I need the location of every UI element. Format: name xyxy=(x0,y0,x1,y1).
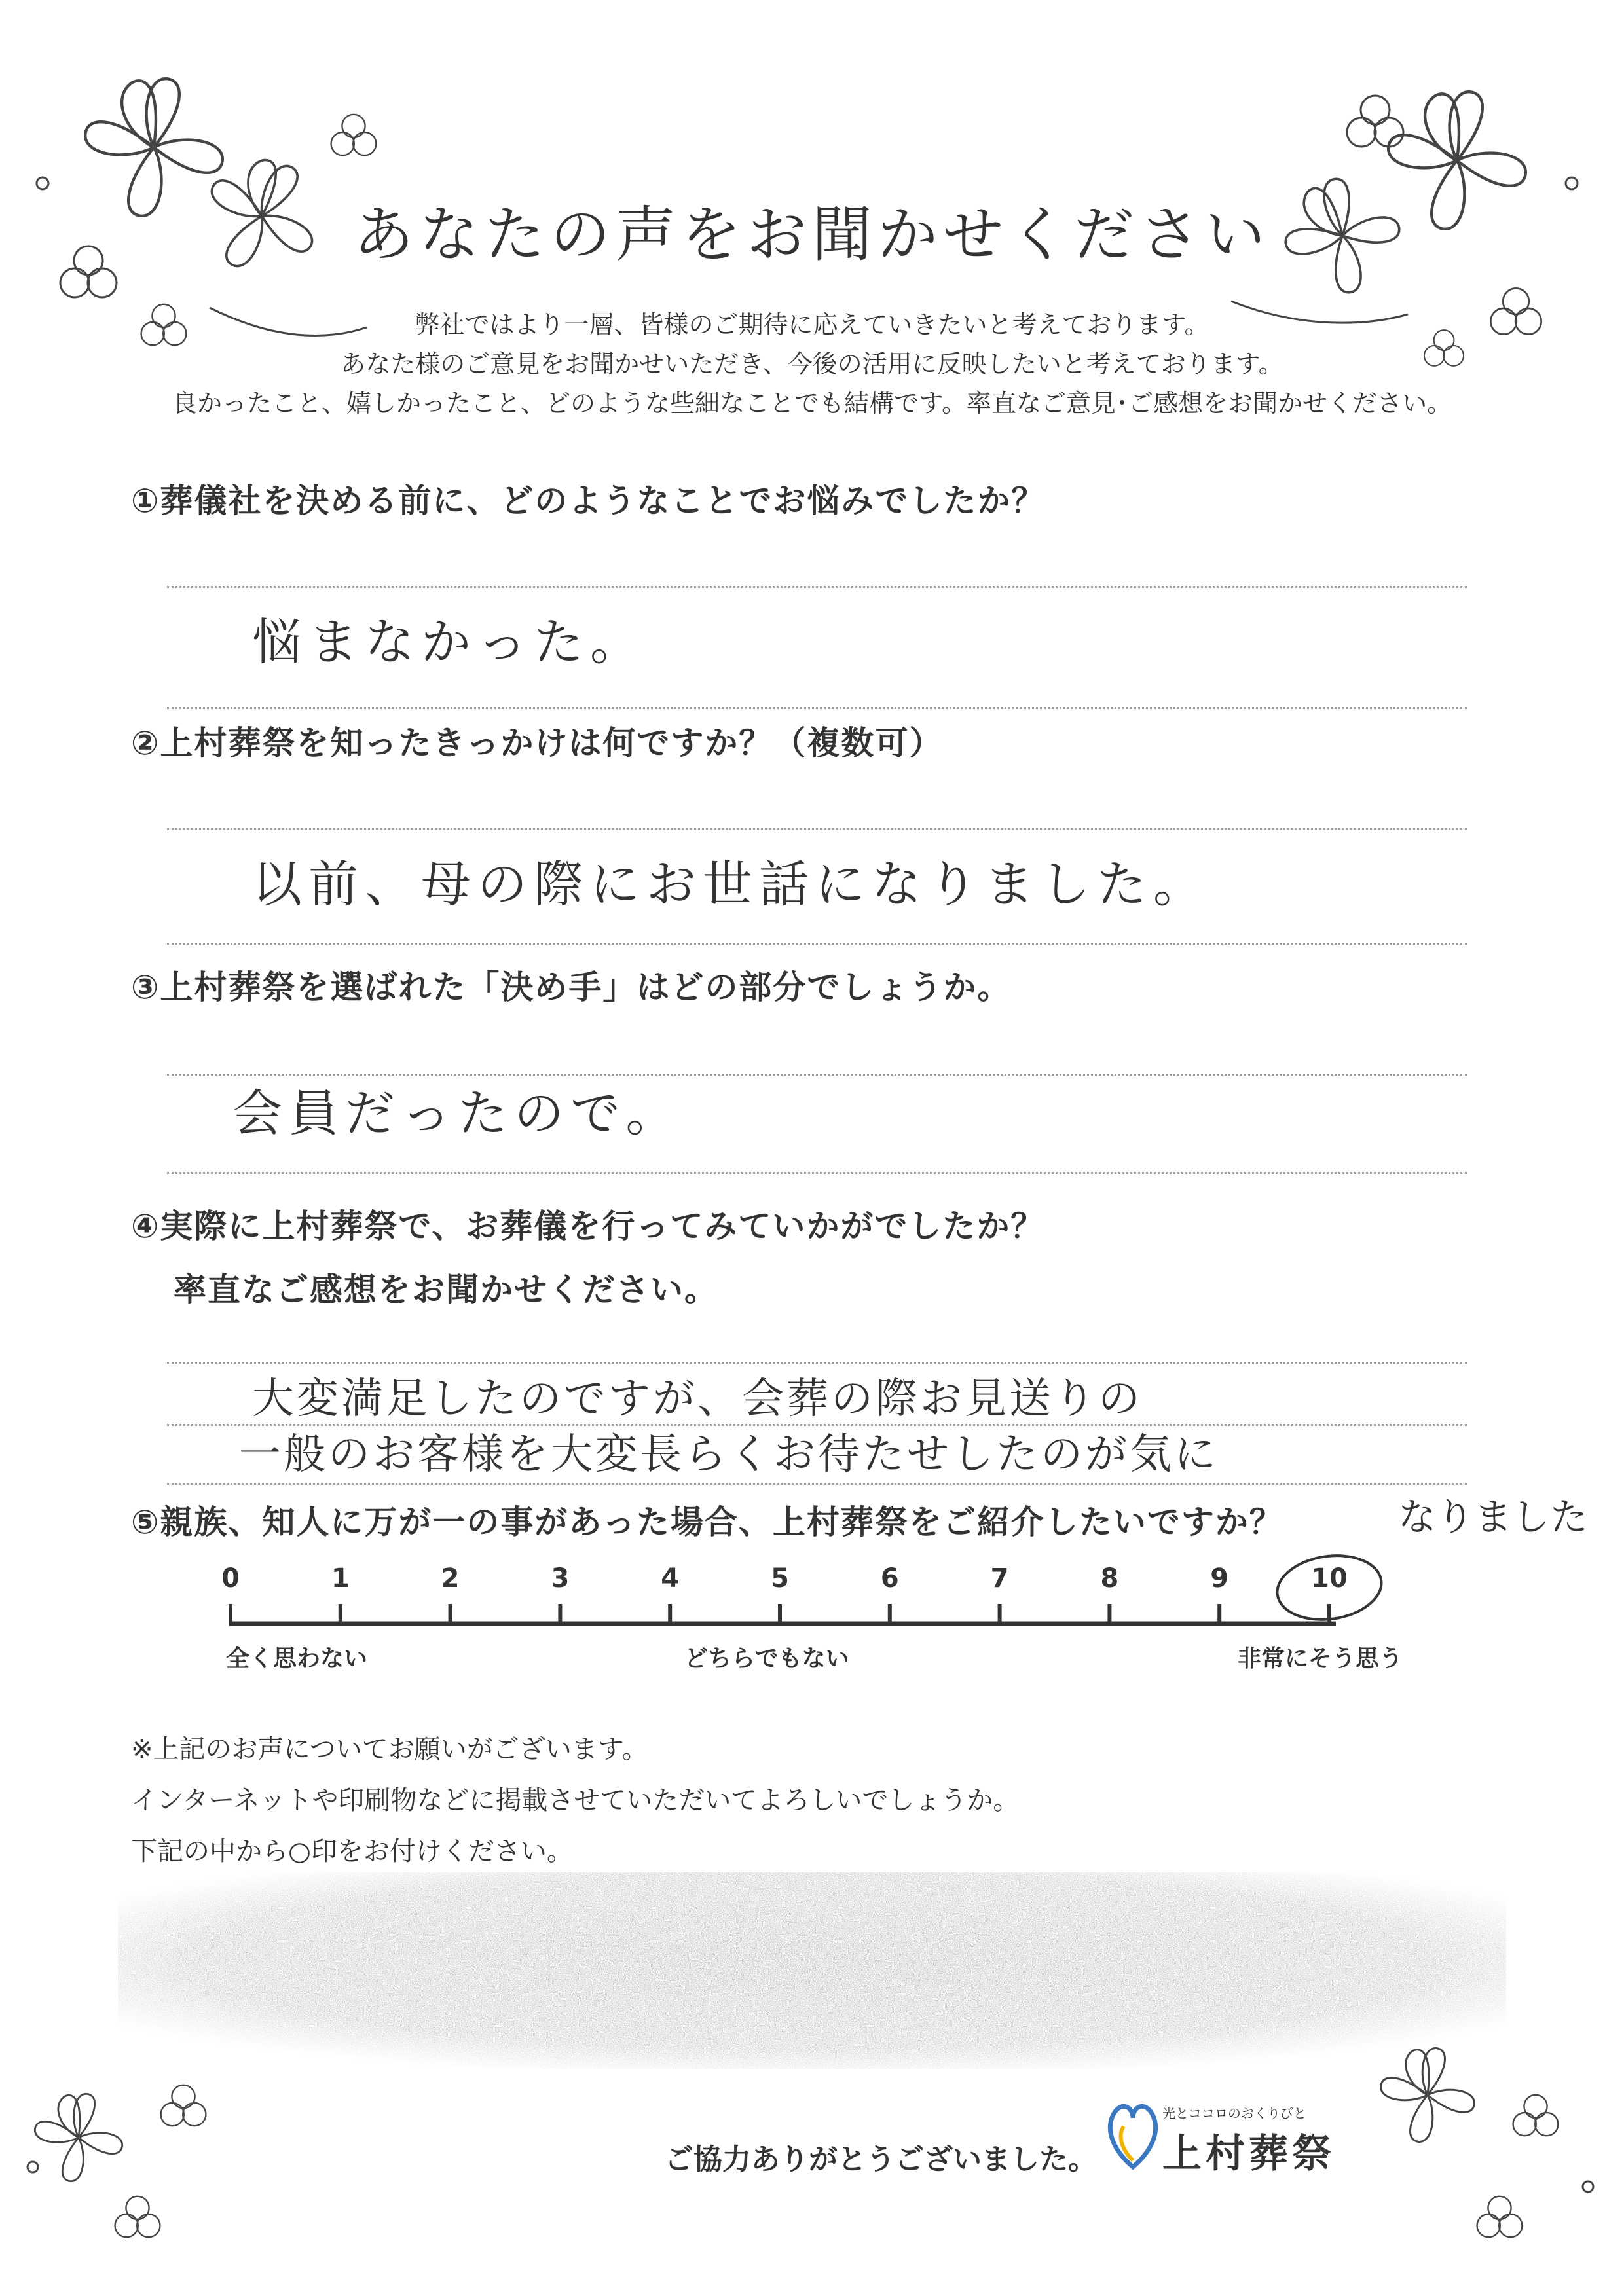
answer-3: 会員だったので。 xyxy=(232,1084,682,1142)
scale-label-low: 全く思わない xyxy=(226,1645,368,1672)
intro-line-3: 良かったこと、嬉しかったこと、どのような些細なことでも結構です。率直なご意見･ご感想をお聞かせください。 xyxy=(172,389,1452,418)
scale-number-0: 0 xyxy=(221,1563,240,1594)
answer-2: 以前、母の際にお世話になりました。 xyxy=(252,855,1209,913)
note-line-1: ※上記のお声についてお願いがございます。 xyxy=(131,1734,648,1764)
scale-label-mid: どちらでもない xyxy=(684,1645,849,1672)
answer-rule xyxy=(167,943,1467,945)
intro-line-1: 弊社ではより一層、皆様のご期待に応えていきたいと考えております。 xyxy=(415,310,1209,339)
scale-number-5: 5 xyxy=(771,1563,789,1594)
answer-rule xyxy=(167,707,1467,709)
answer-4-tail: なりました xyxy=(1398,1495,1589,1539)
answer-4-line-1: 大変満足したのですが、会葬の際お見送りの xyxy=(252,1375,1143,1423)
scale-number-10: 10 xyxy=(1311,1563,1348,1594)
question-4: ④実際に上村葬祭で、お葬儀を行ってみていかがでしたか？ xyxy=(131,1207,1045,1245)
scale-number-7: 7 xyxy=(990,1563,1009,1594)
scale-number-6: 6 xyxy=(880,1563,899,1594)
scale-number-3: 3 xyxy=(551,1563,570,1594)
scale-number-2: 2 xyxy=(441,1563,460,1594)
redacted-area xyxy=(118,1872,1506,2069)
answer-rule xyxy=(167,828,1467,830)
scale-number-8: 8 xyxy=(1100,1563,1119,1594)
thanks-message: ご協力ありがとうございました。 xyxy=(665,2143,1097,2176)
page-title: あなたの声をお聞かせください xyxy=(353,200,1270,270)
answer-rule xyxy=(167,1172,1467,1174)
logo-tagline: 光とココロのおくりびと xyxy=(1162,2105,1306,2121)
note-line-2: インターネットや印刷物などに掲載させていただいてよろしいでしょうか。 xyxy=(131,1785,1020,1815)
answer-rule xyxy=(167,1483,1467,1485)
answer-rule xyxy=(167,1362,1467,1364)
question-3: ③上村葬祭を選ばれた「決め手」はどの部分でしょうか。 xyxy=(131,968,1012,1006)
question-2: ②上村葬祭を知ったきっかけは何ですか？（複数可） xyxy=(131,724,944,762)
logo-heart-icon xyxy=(1107,2095,1159,2174)
clover-bottom-left xyxy=(28,2085,206,2237)
answer-rule xyxy=(167,586,1467,588)
answer-1: 悩まなかった。 xyxy=(252,613,646,671)
note-line-3: 下記の中から○印をお付けください。 xyxy=(131,1836,573,1867)
scale-number-4: 4 xyxy=(661,1563,680,1594)
question-5: ⑤親族、知人に万が一の事があった場合、上村葬祭をご紹介したいですか？ xyxy=(131,1503,1283,1541)
question-4-sub: 率直なご感想をお聞かせください。 xyxy=(174,1271,718,1309)
logo-name: 上村葬祭 xyxy=(1162,2131,1335,2177)
scale-label-high: 非常にそう思う xyxy=(1238,1645,1403,1672)
clover-bottom-right xyxy=(1381,2049,1593,2238)
answer-4-line-2: 一般のお客様を大変長らくお待たせしたのが気に xyxy=(239,1430,1219,1479)
scale-number-9: 9 xyxy=(1210,1563,1229,1594)
intro-line-2: あなた様のご意見をお聞かせいただき、今後の活用に反映したいと考えております。 xyxy=(341,350,1283,378)
question-1: ①葬儀社を決める前に、どのようなことでお悩みでしたか？ xyxy=(131,482,1046,520)
scale-number-1: 1 xyxy=(331,1563,350,1594)
